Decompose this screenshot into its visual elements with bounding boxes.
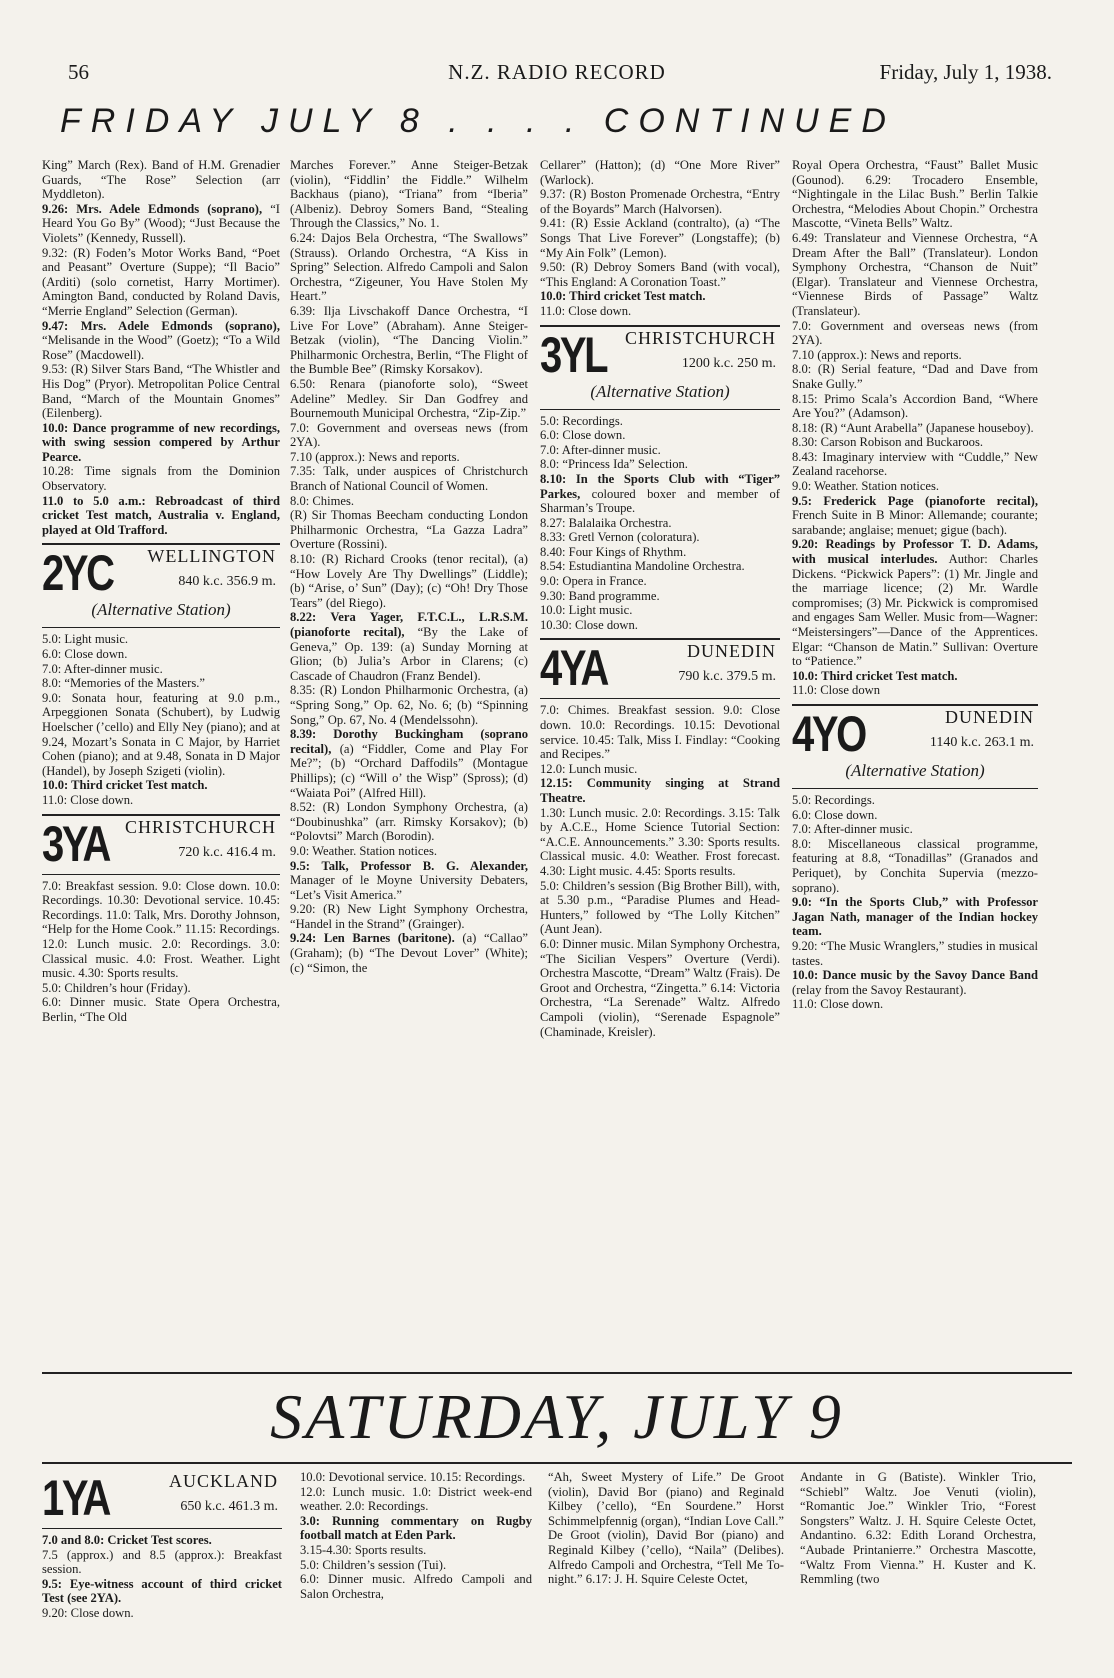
listing: 5.0: Children’s session (Tui). xyxy=(300,1557,447,1572)
listing xyxy=(42,778,280,793)
station-header-2yc xyxy=(42,547,280,625)
listing-time: 9.47: Mrs. Adele Edmonds (soprano), xyxy=(42,318,280,333)
listing: 10.30: Close down. xyxy=(540,617,638,632)
listing: 9.0: Opera in France. xyxy=(540,574,647,589)
listing: 9.20: Close down. xyxy=(42,1605,134,1620)
listing xyxy=(290,727,528,800)
listing: 9.32: (R) Foden’s Motor Works Band, “Poet and Peasant” Overture (Suppe); “Il Bacio” (Arditi) (solo cornetist, Harry Mortimer). Amington Band, conducted by Roland Davis, “Merrie England” Selection (German). xyxy=(42,245,280,318)
listing: 11.0: Close down. xyxy=(42,792,134,807)
listing: 9.0: Weather. Station notices. xyxy=(290,843,438,858)
listing: 8.52: (R) London Symphony Orchestra, (a) “Doubinushka” (arr. Rimsky Korsakov); (b) “Polovtsi” March (Borodin). xyxy=(290,800,528,844)
listing: 7.0: Government and overseas news (from 2YA). xyxy=(290,420,528,450)
station-frequency: 790 k.c. 379.5 m. xyxy=(678,669,776,685)
listing-time: 8.39: Dorothy Buckingham (soprano recital), xyxy=(290,727,528,756)
listing: 6.0: Dinner music. Milan Symphony Orchestra, “The Sicilian Vespers” Overture (Verdi). Orchestra Mascotte, “Dream” Waltz (Frais). De Groot and Orchestra, “Zingetta.” 6.14: Victoria Orchestra, “La Serenade” Waltz. Alfredo Campoli (violin), “Serenade Espagnole” (Chaminade, Kreisler). xyxy=(540,936,780,1039)
listing-text: “By the Lake of Geneva,” Op. 139: (a) Sunday Morning at Glion; (b) Julia’s Arbor in Clarens; (c) Cascade of Chaudron (Franz Bendel). xyxy=(290,625,528,683)
column-4 xyxy=(800,1470,1036,1670)
section-divider xyxy=(42,1462,1072,1464)
section-banner: FRIDAY JULY 8 . . . . CONTINUED xyxy=(60,102,896,140)
listing-text: (a) “Callao” (Graham); (b) “The Devout Lover” (White); (c) “Simon, the xyxy=(290,931,528,975)
listing: 11.0: Close down xyxy=(792,683,881,698)
listing: 5.0: Recordings. xyxy=(792,792,875,807)
station-frequency: 650 k.c. 461.3 m. xyxy=(180,1499,278,1514)
station-subtitle: (Alternative Station) xyxy=(845,760,985,780)
station-header-4yo xyxy=(792,705,1038,786)
station-rule xyxy=(792,788,1038,789)
listing: 8.0: Miscellaneous classical programme, featuring at 8.8, “Tonadillas” (Granados and Periquet), by Conchita Supervia (mezzo-soprano). xyxy=(792,836,1038,895)
section-divider xyxy=(42,1372,1072,1374)
listing: 9.20: (R) New Light Symphony Orchestra, “Handel in the Strand” (Grainger). xyxy=(290,902,528,931)
listing: 6.0: Dinner music. State Opera Orchestra, Berlin, “The Old xyxy=(42,995,280,1024)
listing: 3.15-4.30: Sports results. xyxy=(300,1542,427,1557)
listing xyxy=(290,931,528,975)
listing: 8.33: Gretl Vernon (coloratura). xyxy=(540,530,700,545)
listing-text: “I Heard You Go By” (Wood); “Just Because the Violets” (Kennedy, Russell). xyxy=(42,201,280,245)
page-number: 56 xyxy=(68,60,89,84)
listing-time: 8.10: In the Sports Club with “Tiger” Parkes, xyxy=(540,471,780,501)
listing-text: coloured boxer and member of Sharman’s Troupe. xyxy=(540,486,780,516)
listing-time: 9.26: Mrs. Adele Edmonds (soprano), xyxy=(42,201,263,216)
listing: “Ah, Sweet Mystery of Life.” De Groot (violin), David Bor (piano) and Reginald Kilbey (’cello), “En Sourdene.” Horst Schimmelpfennig (organ), “Indian Love Call.” De Groot (violin), David Bor (piano) and Reginald Kilbey (’cello), “Naila” (Delibes). Alfredo Campoli and Orchestra, “Tell Me To-night.” 6.17: J. H. Squire Celeste Octet, xyxy=(548,1470,784,1587)
listing-time: 10.0: Dance programme of new recordings, with swing session compered by Arthur Pearce. xyxy=(42,420,280,464)
listing: 7.0: After-dinner music. xyxy=(540,442,661,457)
listing: 9.41: (R) Essie Ackland (contralto), (a) “The Songs That Live Forever” (Longstaffe); (b) “My Ain Folk” (Lemon). xyxy=(540,216,780,260)
listing-text: French Suite in B Minor: Allemande; courante; sarabande; anglaise; menuet; gigue (bach). xyxy=(792,508,1038,537)
station-city: CHRISTCHURCH xyxy=(624,327,776,348)
listing: 7.35: Talk, under auspices of Christchurch Branch of National Council of Women. xyxy=(290,464,528,494)
listing: 7.10 (approx.): News and reports. xyxy=(290,449,460,464)
listing-time: 8.22: Vera Yager, F.T.C.L., L.R.S.M. (pianoforte recital), xyxy=(290,610,528,639)
listing: Royal Opera Orchestra, “Faust” Ballet Music (Gounod). 6.29: Trocadero Ensemble, “Nightingale in the Lilac Bush.” Berlin Talkie Orchestra, “Melodies About Chopin.” Orchestra Mascotte, “Vineta Bells” Waltz. xyxy=(792,158,1038,231)
listing xyxy=(42,494,280,538)
listing: 8.0: Chimes. xyxy=(290,493,355,508)
listing-time: 9.5: Eye-witness account of third cricket Test (see 2YA). xyxy=(42,1576,282,1606)
listing xyxy=(290,859,528,903)
listing xyxy=(42,421,280,465)
listing: 8.15: Primo Scala’s Accordion Band, “Where Are You?” (Adamson). xyxy=(792,391,1038,421)
listing: 7.0: Government and overseas news (from 2YA). xyxy=(792,318,1038,348)
listing: 8.0: (R) Serial feature, “Dad and Dave from Snake Gully.” xyxy=(792,362,1038,391)
listing: 5.0: Children’s session (Big Brother Bill), with, at 5.30 p.m., “Paradise Plumes and Head-Hunters,” followed by “The Lolly Kitchen” (Aunt Jean). xyxy=(540,878,780,937)
station-header-3ya xyxy=(42,815,280,872)
listing-time: 9.20: Readings by Professor T. D. Adams, with musical interludes. xyxy=(792,537,1038,567)
listing-time: 10.0: Dance music by the Savoy Dance Band xyxy=(792,968,1038,983)
listing: Andante in G (Batiste). Winkler Trio, “Schiebl” Waltz. Joe Venuti (violin), “Romantic Joe.” Winkler Trio, “Forest Songsters” Waltz. J. H. Squire Celeste Octet, Andantino. 6.32: Edith Lorand Orchestra, “Aubade Printanierre.” Orchestra Mascotte, “Waltz From Vienna.” H. Kuster and K. Remmling (two xyxy=(800,1470,1036,1587)
listing: 9.0: Weather. Station notices. xyxy=(792,479,940,494)
running-header xyxy=(40,60,1074,88)
station-city: WELLINGTON xyxy=(147,546,276,567)
listing: 9.50: (R) Debroy Somers Band (with vocal), “This England: A Coronation Toast.” xyxy=(540,260,780,289)
station-call-sign: 4YO xyxy=(792,705,865,762)
listing-text: (relay from the Savoy Restaurant). xyxy=(792,982,967,997)
listing-time: 10.0: Third cricket Test match. xyxy=(792,668,958,683)
listing: 11.0: Close down. xyxy=(540,303,632,318)
station-subtitle: (Alternative Station) xyxy=(91,600,231,620)
station-rule xyxy=(42,874,280,875)
publication-title: N.Z. RADIO RECORD xyxy=(448,60,666,84)
listing: 10.0: Devotional service. 10.15: Recordings. xyxy=(300,1470,526,1484)
station-rule xyxy=(540,698,780,699)
listing: 7.10 (approx.): News and reports. xyxy=(792,347,962,362)
listing: 9.37: (R) Boston Promenade Orchestra, “Entry of the Boyards” March (Halvorsen). xyxy=(540,187,780,216)
listing xyxy=(540,776,780,805)
listing: 8.35: (R) London Philharmonic Orchestra, (a) “Spring Song,” Op. 62, No. 6; (b) “Spinning Song,” Op. 67, No. 4 (Mendelssohn). xyxy=(290,683,528,727)
listing-time: 3.0: Running commentary on Rugby football match at Eden Park. xyxy=(300,1513,532,1543)
saturday-heading: SATURDAY, JULY 9 xyxy=(270,1381,844,1452)
station-call-sign: 3YA xyxy=(42,815,109,872)
listing: 6.39: Ilja Livschakoff Dance Orchestra, “I Live For Love” (Abraham). Anne Steiger-Betzak (violin), “The Dancing Violin.” Philharmonic Orchestra, Berlin, “The Flight of the Bumble Bee” (Rimsky Korsakov). xyxy=(290,303,528,377)
station-call-sign: 3YL xyxy=(540,326,607,383)
listing: 5.0: Recordings. xyxy=(540,413,623,428)
listing-time: 11.0 to 5.0 a.m.: Rebroadcast of third cricket Test match, Australia v. England, played at Old Trafford. xyxy=(42,493,280,537)
listing-time: 7.0 and 8.0: Cricket Test scores. xyxy=(42,1533,212,1547)
station-call-sign: 4YA xyxy=(540,640,607,697)
station-rule xyxy=(540,409,780,410)
listing: 8.10: (R) Richard Crooks (tenor recital), (a) “How Lovely Are Thy Dwellings” (Liddle); (b) “Arise, o’ Sun” (Day); (c) “Oh! Dry Those Tears” (del Riego). xyxy=(290,552,528,610)
listing xyxy=(290,610,528,683)
station-frequency: 1140 k.c. 263.1 m. xyxy=(929,734,1034,750)
listing: 7.0: Chimes. Breakfast session. 9.0: Close down. 10.0: Recordings. 10.15: Devotional service. 10.45: Talk, Miss I. Findlay: “Cooking and Recipes.” xyxy=(540,703,780,762)
column-1 xyxy=(42,1470,282,1670)
listing: 12.0: Lunch music. xyxy=(540,761,638,776)
listing-time: 9.5: Talk, Professor B. G. Alexander, xyxy=(290,858,528,873)
station-header-1ya xyxy=(42,1472,282,1526)
listing: Cellarer” (Hatton); (d) “One More River” (Warlock). xyxy=(540,158,780,187)
listing: 11.0: Close down. xyxy=(792,997,884,1012)
listing xyxy=(42,1533,282,1548)
listing: 8.0: “Princess Ida” Selection. xyxy=(540,457,688,472)
station-header-3yl xyxy=(540,326,780,407)
listing: 9.0: Sonata hour, featuring at 9.0 p.m., Arpeggionen Sonata (Schubert), by Ludwig Hoelscher (’cello) and Elly Ney (piano); and at 9.24, Mozart’s Sonata in C Major, by Harriet Cohen (piano); and at 9.48, Sonata in D Major (Handel), by Joseph Szigeti (violin). xyxy=(42,690,280,778)
listing-time: 10.0: Third cricket Test match. xyxy=(540,289,706,304)
listing xyxy=(792,537,1038,668)
station-rule xyxy=(42,1528,282,1529)
listing: 6.50: Renara (pianoforte solo), “Sweet Adeline” Medley. Sir Dan Godfrey and Bournemouth Municipal Orchestra, “Zip-Zip.” xyxy=(290,376,528,421)
column-1 xyxy=(42,158,280,1368)
listing: 12.0: Lunch music. 1.0: District week-end weather. 2.0: Recordings. xyxy=(300,1484,532,1514)
listing-text: (a) “Fiddler, Come and Play For Me?”; (b) “Orchard Daffodils” (Montague Phillips); (c) “Will o’ the Wisp” (Spross); (d) “Waiata Poi” (Alfred Hill). xyxy=(290,741,528,800)
listing xyxy=(792,494,1038,538)
listing xyxy=(540,472,780,516)
listing: 8.27: Balalaika Orchestra. xyxy=(540,515,672,530)
listing: 12.0: Lunch music. 2.0: Recordings. 3.0: Classical music. 4.0: Frost. Weather. Light music. 4.30: Sports results. xyxy=(42,936,280,981)
column-3 xyxy=(548,1470,784,1670)
listing xyxy=(792,968,1038,997)
listing: 8.0: “Memories of the Masters.” xyxy=(42,676,205,691)
listing xyxy=(540,289,780,304)
listing: 6.0: Close down. xyxy=(792,807,878,822)
listing: 6.0: Close down. xyxy=(42,647,128,662)
listing: 7.0: Breakfast session. 9.0: Close down. 10.0: Recordings. 10.30: Devotional service. 10.45: Recordings. 11.0: Talk, Mrs. Dorothy Johnson, “Help for the Home Cook.” 11.15: Recordings. xyxy=(42,878,280,937)
listing: 9.20: “The Music Wranglers,” studies in musical tastes. xyxy=(792,938,1038,968)
listing: 9.53: (R) Silver Stars Band, “The Whistler and His Dog” (Pryor). Metropolitan Police Central Band, “March of the Mountain Gnomes” (Eilenberg). xyxy=(42,362,280,421)
listing-text: Author: Charles Dickens. “Pickwick Papers”: (1) Mr. Jingle and the marriage licence; (2) Mr. Wardle compromises; (3) Mr. Pickwick is compromised and engages Sam Weller. Music from—Wagner: “Meistersingers”—Dance of the Apprentices. Elgar: “Chanson de Matin.” Sullivan: Overture to “Patience.” xyxy=(792,552,1038,669)
station-city: DUNEDIN xyxy=(945,706,1034,727)
listing xyxy=(42,1577,282,1606)
issue-date: Friday, July 1, 1938. xyxy=(879,60,1052,84)
listing: 6.0: Close down. xyxy=(540,428,626,443)
listing: 5.0: Children’s hour (Friday). xyxy=(42,980,191,995)
station-frequency: 720 k.c. 416.4 m. xyxy=(178,844,276,860)
listing: 8.18: (R) “Aunt Arabella” (Japanese houseboy). xyxy=(792,420,1034,435)
listing: 8.40: Four Kings of Rhythm. xyxy=(540,544,687,559)
listing: 7.5 (approx.) and 8.5 (approx.): Breakfast session. xyxy=(42,1547,282,1577)
listing: 8.43: Imaginary interview with “Cuddle,” New Zealand racehorse. xyxy=(792,449,1038,479)
listing xyxy=(42,202,280,246)
station-call-sign: 2YC xyxy=(42,545,113,602)
station-frequency: 1200 k.c. 250 m. xyxy=(681,355,776,371)
listing: 9.30: Band programme. xyxy=(540,588,660,603)
listing: 5.0: Light music. xyxy=(42,632,129,647)
listing: 6.0: Dinner music. Alfredo Campoli and Salon Orchestra, xyxy=(300,1572,532,1601)
listing xyxy=(792,669,1038,684)
listing xyxy=(300,1514,532,1543)
listing: 7.0: After-dinner music. xyxy=(42,661,163,676)
listing xyxy=(792,895,1038,939)
listing-time: 9.5: Frederick Page (pianoforte recital), xyxy=(792,493,1038,508)
listing-text: Manager of le Moyne University Debaters, “Let’s Visit America.” xyxy=(290,873,528,902)
listing-text: “Melisande in the Wood” (Goetz); “To a Wild Rose” (Macdowell). xyxy=(42,333,280,362)
listing: Marches Forever.” Anne Steiger-Betzak (violin), “Fiddlin’ the Fiddle.” Wilhelm Backhaus (piano), “Triana” from “Iberia” (Albeniz). Debroy Somers Band, “Stealing Through the Classics,” No. 1. xyxy=(290,158,528,231)
listing: 10.0: Light music. xyxy=(540,603,633,618)
listing-time: 10.0: Third cricket Test match. xyxy=(42,778,208,793)
listing: King” March (Rex). Band of H.M. Grenadier Guards, “The Rose” Selection (arr Myddleton). xyxy=(42,158,280,202)
listing: 6.24: Dajos Bela Orchestra, “The Swallows” (Strauss). Orlando Orchestra, “A Kiss in Spring” Selection. Alfredo Campoli and Salon Orchestra, “Zigeuner, You Have Stolen My Heart.” xyxy=(290,230,528,304)
listing: 7.0: After-dinner music. xyxy=(792,822,913,837)
listing: 6.49: Translateur and Viennese Orchestra, “A Dream After the Ball” (Translateur). London Symphony Orchestra, “Chanson de Nuit” (Elgar). Translateur and Viennese Orchestra, “Viennese Birds of Passage” Waltz (Translateur). xyxy=(792,230,1038,318)
listing: 8.54: Estudiantina Mandoline Orchestra. xyxy=(540,559,745,574)
station-call-sign: 1YA xyxy=(42,1470,109,1526)
listing: (R) Sir Thomas Beecham conducting London Philharmonic Orchestra, “La Gazza Ladra” Overture (Rossini). xyxy=(290,508,528,552)
station-city: DUNEDIN xyxy=(687,641,776,662)
listing-time: 12.15: Community singing at Strand Theatre. xyxy=(540,776,780,805)
listing: 1.30: Lunch music. 2.0: Recordings. 3.15: Talk by A.C.E., Home Science Tutorial Section: “A.C.E. Announcements.” 3.30: Sports results. Classical music. 4.0: Weather. Frost forecast. 4.30: Light music. 4.45: Sports results. xyxy=(540,805,780,878)
listing xyxy=(42,319,280,363)
station-header-4ya xyxy=(540,642,780,696)
station-city: CHRISTCHURCH xyxy=(124,816,276,837)
column-4 xyxy=(792,158,1038,1368)
listing: 10.28: Time signals from the Dominion Observatory. xyxy=(42,464,280,494)
station-city: AUCKLAND xyxy=(169,1471,278,1491)
station-subtitle: (Alternative Station) xyxy=(590,381,730,401)
column-3 xyxy=(540,158,780,1368)
listing-time: 9.24: Len Barnes (baritone). xyxy=(290,931,455,946)
station-frequency: 840 k.c. 356.9 m. xyxy=(178,574,276,590)
listing-time: 9.0: “In the Sports Club,” with Professor Jagan Nath, manager of the Indian hockey team. xyxy=(792,895,1038,939)
station-rule xyxy=(42,627,280,628)
listing: 8.30: Carson Robison and Buckaroos. xyxy=(792,435,983,450)
column-2 xyxy=(300,1470,532,1670)
column-2 xyxy=(290,158,528,1368)
